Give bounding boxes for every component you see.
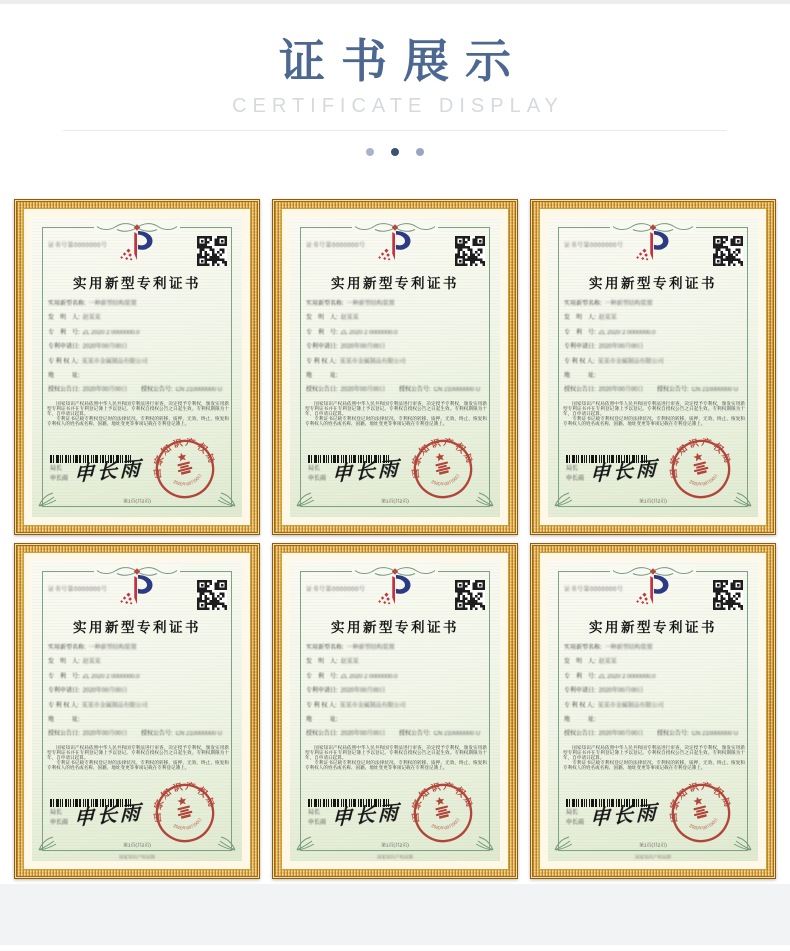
national-emblem-icon (690, 795, 709, 819)
legal-text-block (305, 401, 487, 437)
page-title: 证书展示 (279, 35, 527, 87)
certificate-paper (290, 561, 500, 861)
director-signature: 申长雨 (589, 457, 660, 487)
svg-text:2020年00月00日 (429, 815, 463, 835)
legal-paragraph: 国家知识产权局依照中华人民共和国专利法进行审查，决定授予专利权，颁发实用新型专利证书并在专利登记簿上予以登记。专利权自授权公告之日起生效。专利权期限为十年，自申请日起算。 (305, 745, 487, 760)
certificate-number: 证书号第0000000号 (306, 243, 366, 249)
certificate-fields (564, 297, 744, 398)
field-row (564, 684, 744, 698)
legal-paragraph: 专利证书记载专利权登记时的法律状况。专利权的转移、质押、无效、终止、恢复和专利权人的姓名或名称、国籍、地址变更等事项记载在专利登记簿上。 (305, 760, 487, 770)
field-value: 2020年00月00日 (340, 344, 386, 351)
seal-date: 2020年00月00日 (688, 472, 719, 487)
field-row (306, 297, 486, 311)
grant-date: 2020年00月00日 (340, 731, 386, 738)
director-block (308, 464, 326, 484)
certificate-paper (290, 217, 500, 517)
director-name: 申长雨 (566, 476, 585, 482)
field-label: 实用新型名称: (564, 645, 602, 651)
director-label: 局长 (308, 810, 321, 816)
field-row (48, 713, 228, 727)
cnipa-patent-logo-icon (633, 230, 673, 268)
grant-no: CN 210000000 U (691, 387, 739, 394)
field-row (306, 355, 486, 369)
grant-date-label: 授权公告日: (564, 387, 596, 394)
grant-no-label: 授权公告号: (399, 731, 431, 738)
field-row (564, 355, 744, 369)
grant-date: 2020年00月00日 (82, 731, 128, 738)
footer-note: 国家知识产权局制 (634, 855, 671, 860)
field-row (306, 655, 486, 669)
certificate-mat (539, 208, 767, 526)
field-row (564, 641, 744, 655)
certificate-mat (539, 552, 767, 870)
page-subtitle: CERTIFICATE DISPLAY (232, 95, 564, 117)
grant-no-label: 授权公告号: (141, 387, 173, 394)
field-row (564, 340, 744, 354)
field-row (48, 355, 228, 369)
certificate-number: 证书号第0000000号 (48, 587, 108, 593)
field-value: ZL 2020 2 0000000.0 (82, 673, 140, 680)
grant-row (306, 383, 486, 397)
certificate-paper (32, 561, 242, 861)
field-row (48, 340, 228, 354)
field-row (306, 369, 486, 383)
director-signature: 申长雨 (589, 801, 660, 831)
grant-no-label: 授权公告号: (657, 731, 689, 738)
certificate-number: 证书号第0000000号 (564, 243, 624, 249)
field-row (306, 340, 486, 354)
national-emblem-icon (432, 451, 451, 475)
seal-date: 2020年00月00日 (172, 472, 203, 487)
field-label: 专 利 权 人: (48, 702, 79, 709)
field-value: ZL 2020 2 0000000.0 (598, 673, 656, 680)
grant-no-label: 授权公告号: (399, 387, 431, 394)
certificate-title: 实用新型专利证书 (73, 276, 201, 291)
grant-date: 2020年00月00日 (598, 387, 644, 394)
legal-paragraph: 专利证书记载专利权登记时的法律状况。专利权的转移、质押、无效、终止、恢复和专利权人的姓名或名称、国籍、地址变更等事项记载在专利登记簿上。 (563, 760, 745, 770)
field-value: 一种新型结构装置 (88, 645, 137, 651)
field-row (48, 326, 228, 340)
legal-text-block (305, 745, 487, 781)
field-label: 专利申请日: (48, 344, 80, 351)
cnipa-patent-logo-icon (117, 574, 157, 612)
field-label: 专 利 权 人: (306, 358, 337, 365)
qr-code (713, 236, 743, 266)
legal-paragraph: 专利证书记载专利权登记时的法律状况。专利权的转移、质押、无效、终止、恢复和专利权人的姓名或名称、国籍、地址变更等事项记载在专利登记簿上。 (563, 416, 745, 426)
field-value: 赵某某 (598, 315, 617, 322)
certificate-number: 证书号第0000000号 (306, 587, 366, 593)
field-label: 地 址: (564, 373, 596, 380)
legal-text-block (47, 401, 229, 437)
certificate-title: 实用新型专利证书 (589, 620, 717, 635)
qr-code (455, 580, 485, 610)
director-signature: 申长雨 (73, 801, 144, 831)
certificate-paper (548, 561, 758, 861)
seal-date: 2020年00月00日 (172, 816, 203, 831)
field-value: 2020年00月00日 (82, 344, 128, 351)
field-label: 专 利 号: (48, 673, 80, 680)
field-label: 专 利 权 人: (564, 358, 595, 365)
field-label: 专利申请日: (306, 344, 338, 351)
certificate-title: 实用新型专利证书 (589, 276, 717, 291)
field-row (48, 670, 228, 684)
field-label: 实用新型名称: (306, 645, 344, 651)
field-value: 某某市金属制品有限公司 (597, 358, 664, 365)
field-value: 一种新型结构装置 (604, 645, 653, 651)
grant-no: CN 210000000 U (175, 387, 223, 394)
patent-certificate-card[interactable] (272, 543, 518, 879)
patent-certificate-card[interactable] (14, 543, 260, 879)
seal-text: 国家知识产权局 (151, 437, 219, 479)
svg-text:2020年00月00日 (171, 471, 205, 491)
field-row (306, 699, 486, 713)
bottom-strip (0, 884, 790, 945)
field-label: 地 址: (48, 373, 80, 380)
certificate-number: 证书号第0000000号 (564, 587, 624, 593)
field-label: 专利申请日: (564, 688, 596, 695)
field-label: 实用新型名称: (48, 301, 86, 307)
director-label: 局长 (566, 466, 579, 472)
field-row (48, 684, 228, 698)
field-value: 2020年00月00日 (598, 688, 644, 695)
grant-row (48, 383, 228, 397)
director-label: 局长 (50, 466, 63, 472)
legal-text-block (563, 745, 745, 781)
seal-text: 国家知识产权局 (151, 781, 219, 823)
field-label: 专利申请日: (306, 688, 338, 695)
field-value: 赵某某 (340, 315, 359, 322)
legal-paragraph: 专利证书记载专利权登记时的法律状况。专利权的转移、质押、无效、终止、恢复和专利权人的姓名或名称、国籍、地址变更等事项记载在专利登记簿上。 (47, 416, 229, 426)
page-indicator: 第1页(共2页) (639, 499, 667, 505)
field-value: 赵某某 (598, 659, 617, 666)
field-row (564, 655, 744, 669)
field-row (564, 670, 744, 684)
field-label: 专 利 号: (306, 673, 338, 680)
page-indicator: 第1页(共2页) (123, 843, 151, 849)
page-indicator: 第1页(共2页) (639, 843, 667, 849)
field-label: 发 明 人: (48, 659, 80, 666)
director-name: 申长雨 (50, 476, 69, 482)
field-value: 一种新型结构装置 (604, 301, 653, 307)
field-row (306, 641, 486, 655)
field-row (564, 713, 744, 727)
grant-no-label: 授权公告号: (657, 387, 689, 394)
certificate-number: 证书号第0000000号 (48, 243, 108, 249)
field-value: 一种新型结构装置 (346, 301, 395, 307)
national-emblem-icon (690, 451, 709, 475)
certificate-mat (23, 208, 251, 526)
field-label: 专 利 号: (306, 329, 338, 336)
field-value: 某某市金属制品有限公司 (81, 702, 148, 709)
grant-row (48, 727, 228, 741)
national-emblem-icon (174, 451, 193, 475)
field-label: 专 利 号: (48, 329, 80, 336)
field-label: 地 址: (48, 717, 80, 724)
page-indicator: 第1页(共2页) (381, 843, 409, 849)
certificate-fields (306, 641, 486, 742)
legal-paragraph: 国家知识产权局依照中华人民共和国专利法进行审查，决定授予专利权，颁发实用新型专利证书并在专利登记簿上予以登记。专利权自授权公告之日起生效。专利权期限为十年，自申请日起算。 (305, 401, 487, 416)
certificate-fields (48, 641, 228, 742)
field-row (306, 713, 486, 727)
certificate-mat (23, 552, 251, 870)
field-value: 2020年00月00日 (598, 344, 644, 351)
field-row (564, 369, 744, 383)
grant-no: CN 210000000 U (691, 731, 739, 738)
seal-text: 国家知识产权局 (667, 781, 735, 823)
certificate-title: 实用新型专利证书 (73, 620, 201, 635)
certificate-mat (281, 208, 509, 526)
field-value: 某某市金属制品有限公司 (339, 702, 406, 709)
field-label: 专利申请日: (564, 344, 596, 351)
seal-text: 国家知识产权局 (409, 437, 477, 479)
field-label: 发 明 人: (306, 315, 338, 322)
grant-row (564, 727, 744, 741)
field-row (48, 311, 228, 325)
seal-text: 国家知识产权局 (409, 781, 477, 823)
director-name: 申长雨 (566, 820, 585, 826)
grant-date-label: 授权公告日: (306, 387, 338, 394)
director-name: 申长雨 (50, 820, 69, 826)
field-row (564, 326, 744, 340)
director-name: 申长雨 (308, 476, 327, 482)
field-row (48, 297, 228, 311)
field-label: 发 明 人: (564, 659, 596, 666)
seal-date: 2020年00月00日 (430, 816, 461, 831)
page-indicator: 第1页(共2页) (381, 499, 409, 505)
carousel-dots (0, 148, 790, 156)
legal-paragraph: 国家知识产权局依照中华人民共和国专利法进行审查，决定授予专利权，颁发实用新型专利证书并在专利登记簿上予以登记。专利权自授权公告之日起生效。专利权期限为十年，自申请日起算。 (47, 745, 229, 760)
svg-text:2020年00月00日 (171, 815, 205, 835)
certificate-fields (306, 297, 486, 398)
director-block (50, 808, 68, 828)
field-value: 赵某某 (82, 659, 101, 666)
grant-date: 2020年00月00日 (340, 387, 386, 394)
footer-note: 国家知识产权局制 (376, 855, 413, 860)
field-value: 赵某某 (82, 315, 101, 322)
svg-text:2020年00月00日 (429, 471, 463, 491)
legal-paragraph: 专利证书记载专利权登记时的法律状况。专利权的转移、质押、无效、终止、恢复和专利权人的姓名或名称、国籍、地址变更等事项记载在专利登记簿上。 (305, 416, 487, 426)
director-signature: 申长雨 (331, 457, 402, 487)
field-row (48, 369, 228, 383)
certificate-paper (548, 217, 758, 517)
field-row (306, 326, 486, 340)
grant-row (306, 727, 486, 741)
field-value: ZL 2020 2 0000000.0 (340, 673, 398, 680)
legal-text-block (563, 401, 745, 437)
qr-code (197, 580, 227, 610)
field-row (306, 684, 486, 698)
carousel-dot[interactable] (416, 148, 424, 156)
field-label: 专 利 权 人: (564, 702, 595, 709)
field-label: 地 址: (306, 717, 338, 724)
cnipa-patent-logo-icon (117, 230, 157, 268)
carousel-dot-active[interactable] (391, 148, 399, 156)
field-value: 2020年00月00日 (340, 688, 386, 695)
field-label: 发 明 人: (48, 315, 80, 322)
field-label: 专利申请日: (48, 688, 80, 695)
grant-date: 2020年00月00日 (598, 731, 644, 738)
field-label: 专 利 权 人: (306, 702, 337, 709)
field-value: 一种新型结构装置 (346, 645, 395, 651)
director-block (566, 808, 584, 828)
patent-certificate-card[interactable] (272, 199, 518, 535)
field-value: 一种新型结构装置 (88, 301, 137, 307)
certificate-title: 实用新型专利证书 (331, 276, 459, 291)
field-label: 实用新型名称: (306, 301, 344, 307)
director-label: 局长 (50, 810, 63, 816)
grant-date-label: 授权公告日: (48, 387, 80, 394)
director-block (566, 464, 584, 484)
cnipa-patent-logo-icon (375, 574, 415, 612)
field-label: 地 址: (564, 717, 596, 724)
certificate-paper (32, 217, 242, 517)
patent-certificate-card[interactable] (14, 199, 260, 535)
field-value: ZL 2020 2 0000000.0 (82, 329, 140, 336)
field-value: 赵某某 (340, 659, 359, 666)
field-value: 某某市金属制品有限公司 (597, 702, 664, 709)
certificate-mat (281, 552, 509, 870)
director-block (308, 808, 326, 828)
legal-paragraph: 国家知识产权局依照中华人民共和国专利法进行审查，决定授予专利权，颁发实用新型专利证书并在专利登记簿上予以登记。专利权自授权公告之日起生效。专利权期限为十年，自申请日起算。 (563, 745, 745, 760)
field-row (48, 655, 228, 669)
certificate-fields (564, 641, 744, 742)
field-row (564, 297, 744, 311)
field-value: ZL 2020 2 0000000.0 (340, 329, 398, 336)
cnipa-patent-logo-icon (633, 574, 673, 612)
field-label: 发 明 人: (306, 659, 338, 666)
qr-code (713, 580, 743, 610)
field-row (306, 670, 486, 684)
seal-date: 2020年00月00日 (688, 816, 719, 831)
svg-text:2020年00月00日 (687, 471, 721, 491)
field-row (306, 311, 486, 325)
legal-paragraph: 国家知识产权局依照中华人民共和国专利法进行审查，决定授予专利权，颁发实用新型专利证书并在专利登记簿上予以登记。专利权自授权公告之日起生效。专利权期限为十年，自申请日起算。 (563, 401, 745, 416)
grant-date-label: 授权公告日: (48, 731, 80, 738)
qr-code (197, 236, 227, 266)
field-row (564, 311, 744, 325)
director-signature: 申长雨 (73, 457, 144, 487)
grant-no: CN 210000000 U (433, 387, 481, 394)
director-name: 申长雨 (308, 820, 327, 826)
field-label: 实用新型名称: (48, 645, 86, 651)
qr-code (455, 236, 485, 266)
field-value: 2020年00月00日 (82, 688, 128, 695)
field-label: 专 利 号: (564, 329, 596, 336)
seal-text: 国家知识产权局 (667, 437, 735, 479)
footer-note: 国家知识产权局制 (118, 855, 155, 860)
national-emblem-icon (432, 795, 451, 819)
certificate-title: 实用新型专利证书 (331, 620, 459, 635)
carousel-dot[interactable] (366, 148, 374, 156)
field-value: ZL 2020 2 0000000.0 (598, 329, 656, 336)
certificate-fields (48, 297, 228, 398)
director-label: 局长 (566, 810, 579, 816)
field-row (48, 641, 228, 655)
director-signature: 申长雨 (331, 801, 402, 831)
header-divider (63, 130, 727, 131)
cnipa-patent-logo-icon (375, 230, 415, 268)
patent-certificate-card[interactable] (530, 543, 776, 879)
field-value: 某某市金属制品有限公司 (339, 358, 406, 365)
seal-date: 2020年00月00日 (430, 472, 461, 487)
svg-text:2020年00月00日 (687, 815, 721, 835)
field-label: 专 利 号: (564, 673, 596, 680)
director-label: 局长 (308, 466, 321, 472)
field-row (564, 699, 744, 713)
certificate-grid (0, 199, 790, 879)
grant-date-label: 授权公告日: (306, 731, 338, 738)
grant-date: 2020年00月00日 (82, 387, 128, 394)
patent-certificate-card[interactable] (530, 199, 776, 535)
field-label: 实用新型名称: (564, 301, 602, 307)
field-label: 专 利 权 人: (48, 358, 79, 365)
national-emblem-icon (174, 795, 193, 819)
director-block (50, 464, 68, 484)
page-indicator: 第1页(共2页) (123, 499, 151, 505)
grant-no: CN 210000000 U (433, 731, 481, 738)
section-header (0, 4, 790, 156)
grant-row (564, 383, 744, 397)
legal-text-block (47, 745, 229, 781)
field-label: 发 明 人: (564, 315, 596, 322)
grant-date-label: 授权公告日: (564, 731, 596, 738)
legal-paragraph: 专利证书记载专利权登记时的法律状况。专利权的转移、质押、无效、终止、恢复和专利权人的姓名或名称、国籍、地址变更等事项记载在专利登记簿上。 (47, 760, 229, 770)
field-label: 地 址: (306, 373, 338, 380)
grant-no: CN 210000000 U (175, 731, 223, 738)
legal-paragraph: 国家知识产权局依照中华人民共和国专利法进行审查，决定授予专利权，颁发实用新型专利证书并在专利登记簿上予以登记。专利权自授权公告之日起生效。专利权期限为十年，自申请日起算。 (47, 401, 229, 416)
field-row (48, 699, 228, 713)
field-value: 某某市金属制品有限公司 (81, 358, 148, 365)
grant-no-label: 授权公告号: (141, 731, 173, 738)
